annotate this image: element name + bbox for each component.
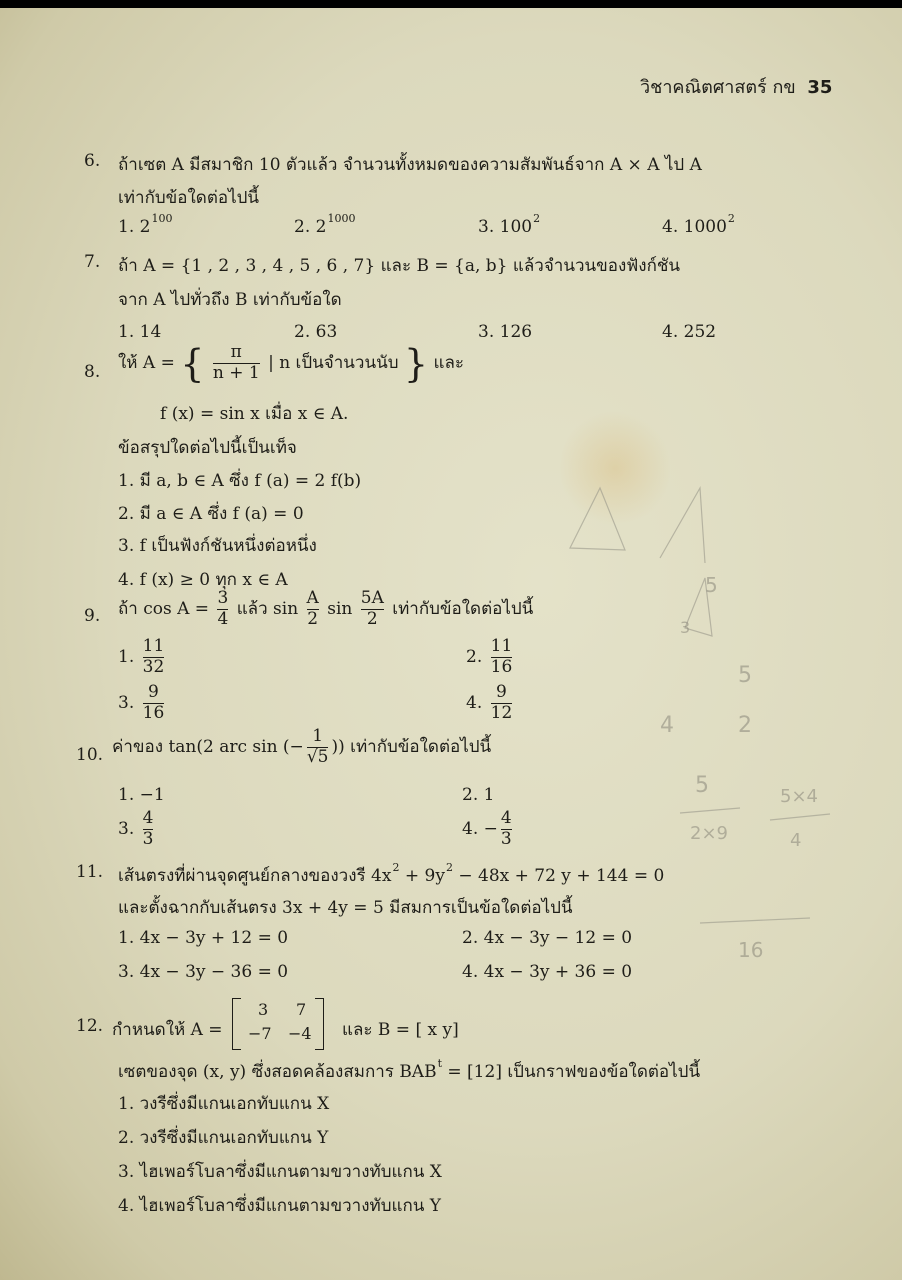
pencil-note: 5 bbox=[738, 663, 752, 688]
pencil-note: 5 bbox=[705, 573, 718, 597]
option-4: 4. $\frac{9}{12}$ bbox=[466, 682, 513, 723]
option-4: 4. 252 bbox=[662, 322, 717, 342]
option-3: 3. $100^2$ bbox=[478, 212, 541, 237]
question-number: 8. bbox=[84, 362, 101, 382]
option-2: 2. มี a ∈ A ซึ่ง f (a) = 0 bbox=[118, 504, 304, 524]
subject-title: วิชาคณิตศาสตร์ กข bbox=[640, 77, 796, 98]
question-number: 7. bbox=[84, 252, 101, 272]
question-text: ให้ A = { $\frac{\pi}{n + 1}$ | n เป็นจำนวนนับ } และ bbox=[118, 341, 465, 386]
question-text: ถ้า cos A = $\frac{3}{4}$ แล้ว sin $\frac{A}{2}$ sin $\frac{5A}{2}$ เท่ากับข้อใดต่อไปนี้ bbox=[118, 588, 534, 629]
exam-page bbox=[0, 8, 902, 1280]
option-2: 2. $\frac{11}{16}$ bbox=[466, 636, 513, 677]
option-3: 3. ไฮเพอร์โบลาซึ่งมีแกนตามขวางทับแกน X bbox=[118, 1162, 442, 1182]
question-text: ค่าของ tan(2 arc sin (− $\frac{1}{√5}$ )) เท่ากับข้อใดต่อไปนี้ bbox=[112, 726, 492, 767]
question-number: 9. bbox=[84, 606, 101, 626]
fraction: $\frac{\pi}{n + 1}$ bbox=[212, 342, 260, 383]
option-2: 2. วงรีซึ่งมีแกนเอกทับแกน Y bbox=[118, 1128, 329, 1148]
pencil-marks bbox=[0, 8, 902, 1280]
option-4: 4. f (x) ≥ 0 ทุก x ∈ A bbox=[118, 570, 288, 590]
question-text: และ B = [ x y] bbox=[342, 1020, 459, 1040]
option-1: 1. วงรีซึ่งมีแกนเอกทับแกน X bbox=[118, 1094, 330, 1114]
question-text: ถ้าเซต A มีสมาชิก 10 ตัวแล้ว จำนวนทั้งหมดของความสัมพันธ์จาก A × A ไป A bbox=[118, 155, 702, 175]
option-1: 1. $2^{100}$ bbox=[118, 212, 173, 237]
option-3: 3. $\frac{4}{3}$ bbox=[118, 808, 154, 849]
question-text: ถ้า A = {1 , 2 , 3 , 4 , 5 , 6 , 7} และ B = {a, b} แล้วจำนวนของฟังก์ชัน bbox=[118, 256, 681, 276]
pencil-note: 3 bbox=[680, 618, 691, 637]
option-4: 4. − $\frac{4}{3}$ bbox=[462, 808, 512, 849]
question-text: ข้อสรุปใดต่อไปนี้เป็นเท็จ bbox=[118, 438, 297, 458]
question-text: กำหนดให้ A = bbox=[112, 1020, 223, 1040]
pencil-note: 2×9 bbox=[690, 823, 728, 844]
question-number: 10. bbox=[76, 745, 104, 765]
question-text: f (x) = sin x เมื่อ x ∈ A. bbox=[160, 404, 349, 424]
option-1: 1. 4x − 3y + 12 = 0 bbox=[118, 928, 289, 948]
question-text: เซตของจุด (x, y) ซึ่งสอดคล้องสมการ $BAB^t = [12]$ เป็นกราฟของข้อใดต่อไปนี้ bbox=[118, 1057, 701, 1082]
question-number: 6. bbox=[84, 151, 101, 171]
pencil-note: 4 bbox=[790, 830, 802, 851]
option-3: 3. 4x − 3y − 36 = 0 bbox=[118, 962, 289, 982]
question-text: เส้นตรงที่ผ่านจุดศูนย์กลางของวงรี $4x^2 + 9y^2 - 48x + 72$ y + 144 = 0 bbox=[118, 861, 665, 886]
option-3: 3. 126 bbox=[478, 322, 533, 342]
option-2: 2. $2^{1000}$ bbox=[294, 212, 356, 237]
option-2: 2. 63 bbox=[294, 322, 338, 342]
option-2: 2. 1 bbox=[462, 785, 495, 805]
option-1: 1. 14 bbox=[118, 322, 162, 342]
pencil-note: 5×4 bbox=[780, 786, 818, 807]
option-2: 2. 4x − 3y − 12 = 0 bbox=[462, 928, 633, 948]
matrix-a: 3 7 −7 −4 bbox=[232, 998, 324, 1050]
page-number: 35 bbox=[807, 77, 833, 98]
option-4: 4. 4x − 3y + 36 = 0 bbox=[462, 962, 633, 982]
pencil-note: 5 bbox=[695, 773, 709, 798]
option-1: 1. −1 bbox=[118, 785, 165, 805]
question-number: 12. bbox=[76, 1016, 104, 1036]
question-text: จาก A ไปทั่วถึง B เท่ากับข้อใด bbox=[118, 290, 342, 310]
option-4: 4. 1000$^2$ bbox=[662, 212, 735, 237]
option-1: 1. $\frac{11}{32}$ bbox=[118, 636, 165, 677]
option-3: 3. f เป็นฟังก์ชันหนึ่งต่อหนึ่ง bbox=[118, 536, 317, 556]
pencil-note: 4 bbox=[660, 713, 674, 738]
pencil-note: 16 bbox=[738, 938, 764, 962]
question-number: 11. bbox=[76, 862, 104, 882]
option-1: 1. มี a, b ∈ A ซึ่ง f (a) = 2 f(b) bbox=[118, 471, 362, 491]
question-text: เท่ากับข้อใดต่อไปนี้ bbox=[118, 188, 260, 208]
pencil-note: 2 bbox=[738, 713, 752, 738]
option-3: 3. $\frac{9}{16}$ bbox=[118, 682, 165, 723]
question-text: และตั้งฉากกับเส้นตรง 3x + 4y = 5 มีสมการเป็นข้อใดต่อไปนี้ bbox=[118, 898, 573, 918]
option-4: 4. ไฮเพอร์โบลาซึ่งมีแกนตามขวางทับแกน Y bbox=[118, 1196, 442, 1216]
